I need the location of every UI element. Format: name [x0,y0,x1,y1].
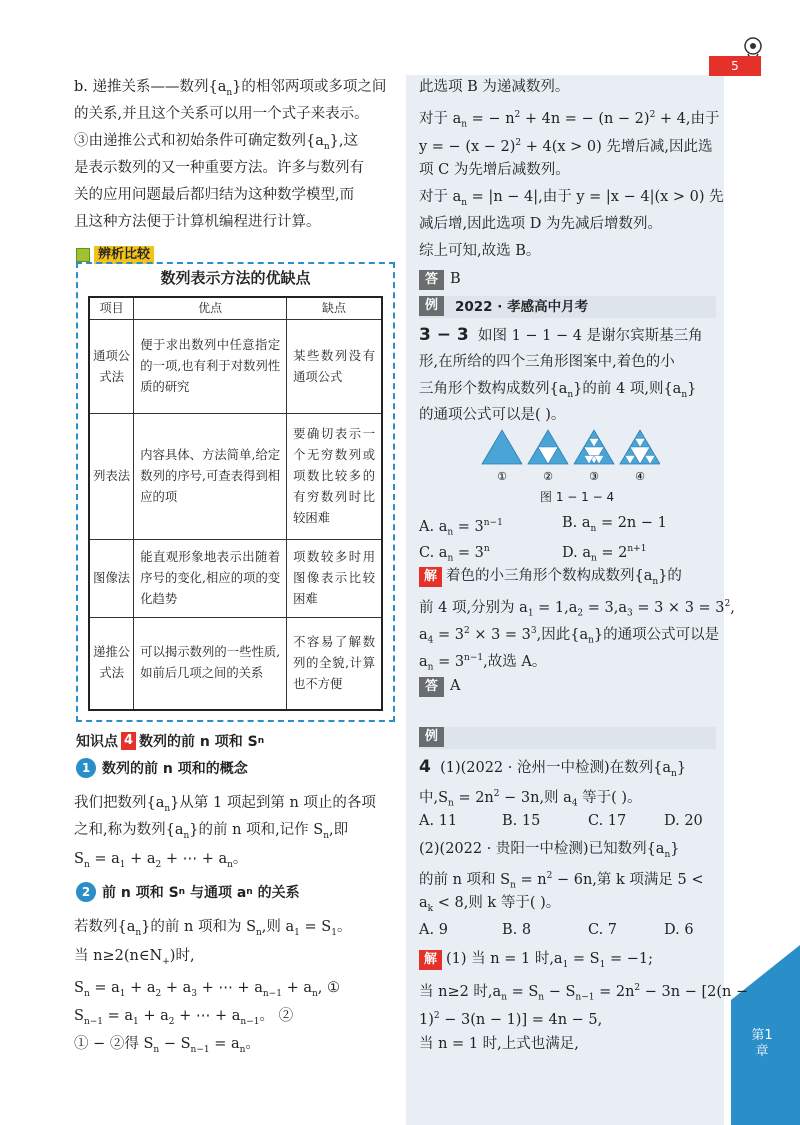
option-d: D. $a_n = 2^{n+1}$ [562,544,647,564]
compare-table [88,296,383,711]
triangle-1 [482,430,522,464]
option-b: B. $a_n = 2n - 1$ [562,515,667,534]
question-line: 4 (1)(2022 · 沧州一中检测)在数列$\{a_n\}$ [419,757,687,779]
subheading-1 [76,756,248,780]
solution-line: 前 4 项,分别为 $a_1 = 1,a_2 = 3,a_3 = 3 \times 3 = 3^2$, [419,599,735,619]
table-header: 项目 [89,297,134,320]
question-line: 三角形个数构成数列$\{a_n\}$的前 4 项,则$\{a_n\}$ [419,381,697,400]
table-cell: 递推公式法 [89,618,134,710]
question-line: 3 − 3 如图 1 − 1 − 4 是谢尔宾斯基三角 [419,325,703,345]
question-line: 的前 n 项和 $S_n = n^2 - 6n$,第 k 项满足 5 < [419,871,704,891]
left-line: b. 递推关系——数列$\{a_n\}$的相邻两项或多项之间 [74,79,387,98]
subheading-text: 的关系 [257,885,300,901]
right-line: 此选项 B 为递减数列。 [419,79,570,95]
compare-icon [76,248,90,262]
option: A. 9 [419,922,448,938]
example-source: 2022 · 孝感高中月考 [455,299,589,315]
table-cell: 项数较多时用图像表示比较困难 [287,540,382,618]
compare-label: 辨析比较 [94,246,154,264]
left-line: 的关系,并且这个关系可以用一个式子来表示。 [74,106,369,122]
figure-caption: 图 1 − 1 − 4 [540,490,615,504]
table-cell: 通项公式法 [89,320,134,414]
formula-line: $S_n = a_1 + a_2$ + ⋯ + $a_n$。 [74,851,248,870]
table-cell: 图像法 [89,540,134,618]
answer-line: 答 A [419,675,461,697]
table-row [89,320,382,414]
subheading-text: 数列的前 n 项和的概念 [102,761,248,777]
solution-label: 解 [419,567,442,587]
question-number: 3 − 3 [419,325,469,345]
chapter-tab-label: 第1章 [751,1028,773,1059]
table-row [89,540,382,618]
example-bar [419,296,716,318]
example-label: 例 [419,296,444,316]
triangle-label: ③ [589,470,599,483]
kp-prefix: 知识点 [76,734,118,750]
table-cell: 某些数列没有通项公式 [287,320,382,414]
left-line: 之和,称为数列$\{a_n\}$的前 n 项和,记作 $S_n$,即 [74,822,349,841]
table-cell: 不容易了解数列的全貌,计算也不方便 [287,618,382,710]
solution-line: 当 n≥2 时$,a_n = S_n - S_{n-1} = 2n^2 - 3n - [2(n$ − [419,983,749,1003]
triangle-label: ④ [635,470,645,483]
left-line: 是表示数列的又一种重要方法。许多与数列有 [74,160,364,176]
right-line: 对于 $a_n$ = − $n^2 + 4n$ = − $(n - 2)^2 + 4$,由于 [419,110,720,130]
solution-line: $a_4 = 3^2 \times 3 = 3^3$,因此$\{a_n\}$的通项公式可以是 [419,626,720,646]
table-header: 优点 [134,297,287,320]
option: B. 8 [502,922,532,938]
subheading-2: 2 前 n 项和 S n 与通项 a n 的关系 [76,880,300,904]
table-cell: 能直观形象地表示出随着序号的变化,相应的项的变化趋势 [134,540,287,618]
option: C. 17 [588,813,627,829]
question-line: (2)(2022 · 贵阳一中检测)已知数列$\{a_n\}$ [419,841,680,860]
table-cell: 要确切表示一个无穷数列或项数比较多的有穷数列时比较困难 [287,414,382,540]
question-line: 中$,S_n = 2n^2 - 3n$,则 $a_4$ 等于( )。 [419,789,642,809]
left-line: 若数列$\{a_n\}$的前 n 项和为 $S_n$,则 $a_1 = S_1$。 [74,919,352,938]
question-line: $a_k < 8$,则 k 等于( )。 [419,895,561,914]
solution-line: 1)$^2$ − 3(n − 1)] = 4n − 5, [419,1011,603,1028]
subheading-text: 与通项 a [189,885,247,901]
question-number: 4 [419,757,431,777]
formula-line: $S_{n-1} = a_1 + a_2$ + ⋯ + $a_{n-1}$。 ② [74,1008,294,1027]
compare-box-title: 数列表示方法的优缺点 [160,269,311,287]
example-bar [419,727,716,749]
left-line: 我们把数列$\{a_n\}$从第 1 项起到第 n 项止的各项 [74,795,376,814]
table-row [89,414,382,540]
formula-line: ① − ②得 $S_n - S_{n-1} = a_n$。 [74,1036,260,1055]
knowledge-point-heading: 知识点 4 数列的前 n 项和 S n [76,733,265,750]
left-line: 且这种方法便于计算机编程进行计算。 [74,214,321,230]
left-line: 关的应用问题最后都归结为这种数学模型,而 [74,187,355,203]
formula-line: $S_n = a_1 + a_2 + a_3$ + ⋯ + $a_{n-1} + a_n$, ① [74,980,340,999]
right-line: 项 C 为先增后减数列。 [419,162,570,178]
solution-line: 解 (1) 当 n = 1 时$,a_1 = S_1 = -1$; [419,948,653,976]
option: B. 15 [502,813,541,829]
kp-title: 数列的前 n 项和 S [139,734,258,750]
triangle-2 [528,430,568,464]
table-cell: 列表法 [89,414,134,540]
table-header-row [89,297,382,320]
solution-line: $a_n = 3^{n-1}$,故选 A。 [419,653,547,673]
left-line: ③由递推公式和初始条件可确定数列$\{a_n\}$,这 [74,133,359,152]
table-cell: 便于求出数列中任意指定的一项,也有利于对数列性质的研究 [134,320,287,414]
right-line: 综上可知,故选 B。 [419,243,541,259]
circle-number: 2 [76,882,96,902]
table-cell: 可以揭示数列的一些性质,如前后几项之间的关系 [134,618,287,710]
table-cell: 内容具体、方法简单,给定数列的序号,可查表得到相应的项 [134,414,287,540]
kp-number: 4 [121,732,136,750]
option: C. 7 [588,922,618,938]
option: D. 6 [664,922,694,938]
table-header: 缺点 [287,297,382,320]
question-line: 的通项公式可以是( )。 [419,407,566,423]
solution-line: 当 n = 1 时,上式也满足, [419,1036,579,1052]
table-row [89,618,382,710]
triangle-label: ① [497,470,507,483]
right-line: y = − $(x - 2)^2 + 4(x > 0)$ 先增后减,因此选 [419,138,713,155]
option-a: A. $a_n = 3^{n-1}$ [419,518,503,538]
solution-label: 解 [419,950,442,970]
question-line: 形,在所给的四个三角形图案中,着色的小 [419,354,675,370]
page-number: 5 [709,56,761,76]
circle-number: 1 [76,758,96,778]
option-c: C. $a_n = 3^n$ [419,544,490,564]
answer-label: 答 [419,677,444,697]
right-line: 减后增,因此选项 D 为先减后增数列。 [419,216,662,232]
right-line: 对于 $a_n = |n - 4|$,由于 y = |x − 4|(x > 0) 先 [419,189,724,208]
option: A. 11 [419,813,458,829]
triangle-label: ② [543,470,553,483]
example-label: 例 [419,727,444,747]
option: D. 20 [664,813,703,829]
left-line: 当 $n\ge 2(n\in N_+)$时, [74,948,195,967]
triangle-4 [620,430,660,464]
triangle-3 [574,430,614,464]
subheading-text: 前 n 项和 S [102,885,179,901]
answer-line: 答 B [419,268,461,290]
answer-label: 答 [419,270,444,290]
solution-line: 解 着色的小三角形个数构成数列$\{a_n\}$的 [419,565,682,593]
